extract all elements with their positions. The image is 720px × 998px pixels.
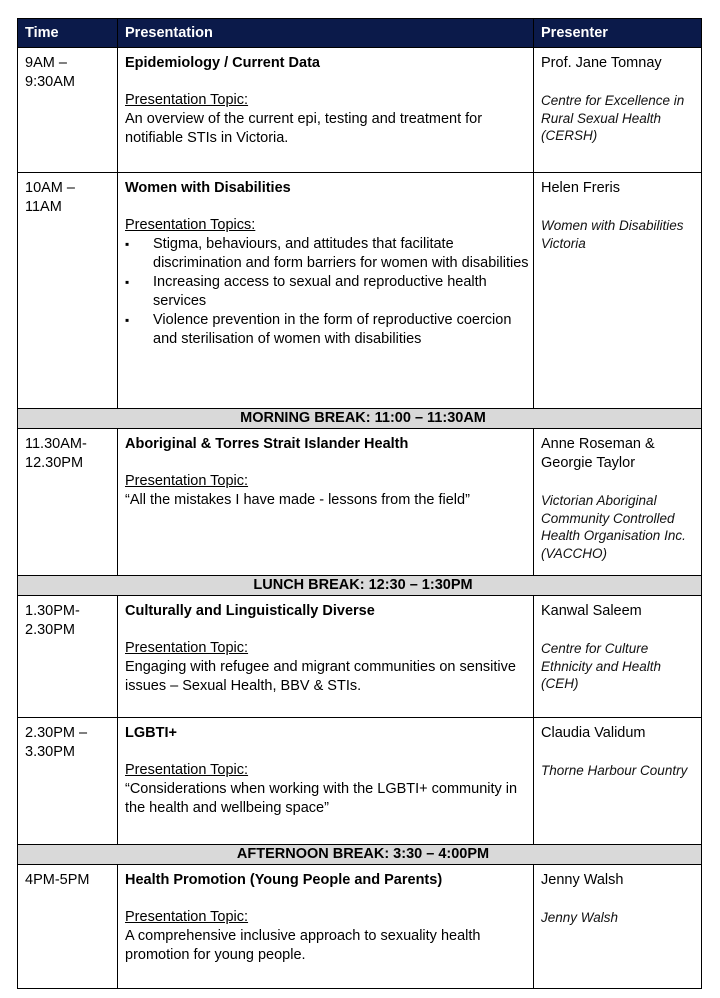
session-presentation <box>118 718 534 845</box>
presenter-org: Centre for Excellence in Rural Sexual Health (CERSH) <box>541 93 685 143</box>
presenter-name: Jenny Walsh <box>541 872 624 888</box>
session-presentation <box>118 429 534 576</box>
presenter-org: Women with Disabilities Victoria <box>541 218 684 251</box>
topic-label: Presentation Topic: <box>125 909 249 925</box>
session-time: 9AM – 9:30AM <box>18 48 118 173</box>
session-presenter <box>534 718 702 845</box>
presenter-name: Prof. Jane Tomnay <box>541 55 662 71</box>
session-title: Aboriginal & Torres Strait Islander Health <box>125 436 409 452</box>
session-time: 1.30PM- 2.30PM <box>18 596 118 718</box>
presenter-org: Centre for Culture Ethnicity and Health (CEH) <box>541 641 662 691</box>
presenter-org: Victorian Aboriginal Community Controlled Health Organisation Inc. (VACCHO) <box>541 493 686 561</box>
list-item: ▪ Increasing access to sexual and reproductive health services <box>125 273 533 311</box>
topic-text: A comprehensive inclusive approach to sexuality health promotion for young people. <box>125 928 481 963</box>
topic-label: Presentation Topic: <box>125 762 249 778</box>
topic-text: “Considerations when working with the LGBTI+ community in the health and wellbeing space” <box>125 781 518 816</box>
session-time: 2.30PM – 3.30PM <box>18 718 118 845</box>
session-time: 4PM-5PM <box>18 865 118 989</box>
session-title: Culturally and Linguistically Diverse <box>125 603 375 619</box>
presenter-org: Thorne Harbour Country <box>541 763 688 778</box>
session-presentation <box>118 48 534 173</box>
session-title: Health Promotion (Young People and Parents) <box>125 872 443 888</box>
session-title: LGBTI+ <box>125 725 177 741</box>
header-presentation: Presentation <box>118 19 534 48</box>
topic-label: Presentation Topic: <box>125 92 249 108</box>
schedule-table <box>17 18 702 989</box>
topic-label: Presentation Topic: <box>125 473 249 489</box>
table-row <box>18 865 702 989</box>
header-presenter: Presenter <box>534 19 702 48</box>
session-presentation <box>118 173 534 409</box>
afternoon-break: AFTERNOON BREAK: 3:30 – 4:00PM <box>18 845 702 865</box>
presenter-name: Kanwal Saleem <box>541 603 642 619</box>
session-presenter <box>534 865 702 989</box>
list-item: ▪ Stigma, behaviours, and attitudes that facilitate discrimination and form barriers for women with disabilities <box>125 235 533 273</box>
session-presenter <box>534 173 702 409</box>
table-row <box>18 718 702 845</box>
break-row <box>18 845 702 865</box>
break-row <box>18 409 702 429</box>
topic-label: Presentation Topics: <box>125 217 256 233</box>
table-row <box>18 173 702 409</box>
topic-list <box>125 235 533 349</box>
header-time: Time <box>18 19 118 48</box>
lunch-break: LUNCH BREAK: 12:30 – 1:30PM <box>18 576 702 596</box>
session-presenter <box>534 429 702 576</box>
table-row <box>18 48 702 173</box>
session-presentation <box>118 865 534 989</box>
session-title: Epidemiology / Current Data <box>125 55 320 71</box>
topic-text: “All the mistakes I have made - lessons from the field” <box>125 492 470 508</box>
table-row <box>18 596 702 718</box>
session-presenter <box>534 48 702 173</box>
session-presenter <box>534 596 702 718</box>
table-row <box>18 429 702 576</box>
topic-text: Engaging with refugee and migrant communities on sensitive issues – Sexual Health, BBV & STIs. <box>125 659 516 694</box>
morning-break: MORNING BREAK: 11:00 – 11:30AM <box>18 409 702 429</box>
header-row <box>18 19 702 48</box>
presenter-name: Claudia Validum <box>541 725 646 741</box>
topic-label: Presentation Topic: <box>125 640 249 656</box>
presenter-org: Jenny Walsh <box>541 910 619 925</box>
session-title: Women with Disabilities <box>125 180 291 196</box>
presenter-name: Anne Roseman & Georgie Taylor <box>541 436 655 471</box>
session-presentation <box>118 596 534 718</box>
presenter-name: Helen Freris <box>541 180 620 196</box>
session-time: 10AM – 11AM <box>18 173 118 409</box>
break-row <box>18 576 702 596</box>
list-item: ▪ Violence prevention in the form of reproductive coercion and sterilisation of women with disabilities <box>125 311 533 349</box>
topic-text: An overview of the current epi, testing and treatment for notifiable STIs in Victoria. <box>125 111 483 146</box>
session-time: 11.30AM- 12.30PM <box>18 429 118 576</box>
